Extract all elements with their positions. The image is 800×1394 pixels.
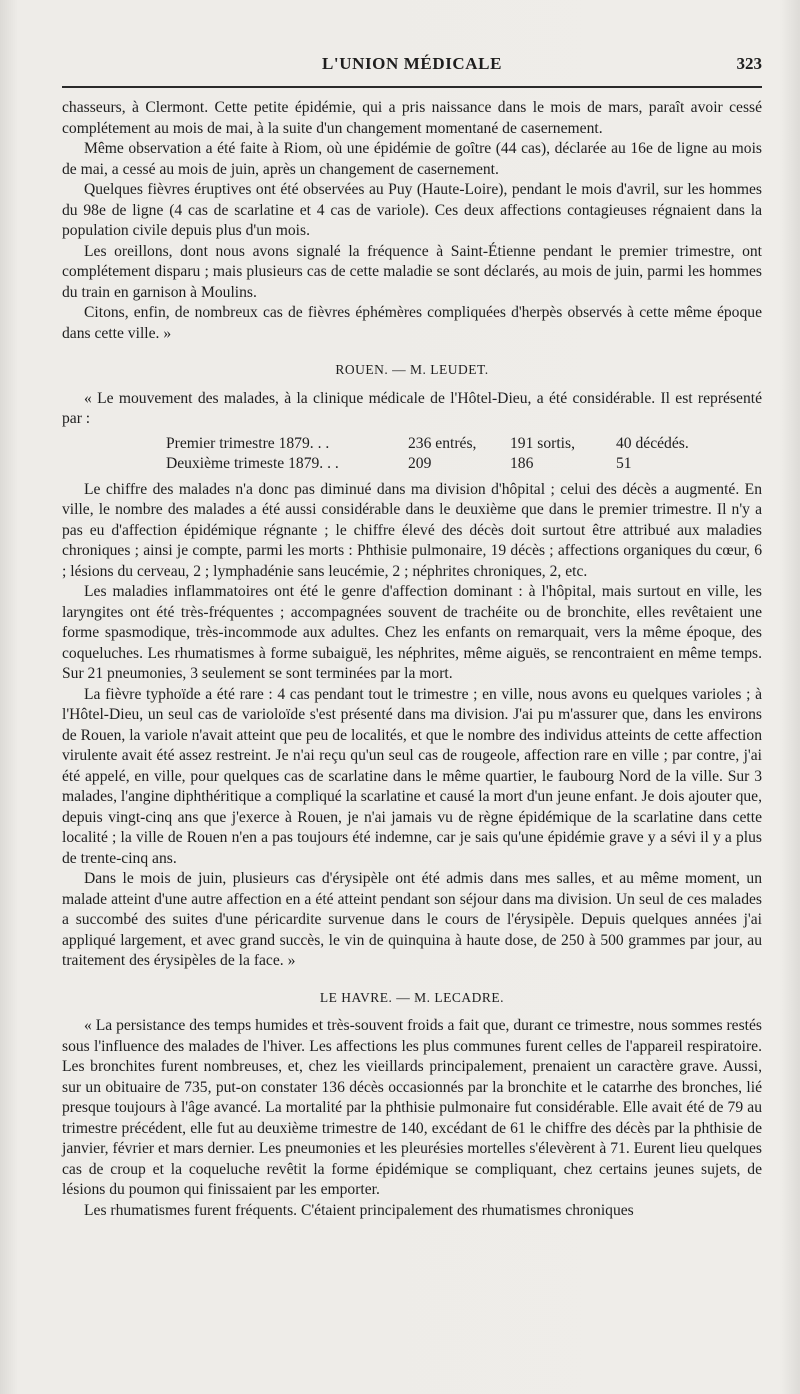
table-row <box>166 454 689 474</box>
page-number: 323 <box>736 54 762 73</box>
paragraph: Même observation a été faite à Riom, où une épidémie de goître (44 cas), déclarée au 16e de ligne au mois de mai, a cessé au mois de juin, après un changement de casernement. <box>62 140 762 178</box>
stats-entries: 236 entrés, <box>408 434 477 452</box>
paragraph: Les maladies inflammatoires ont été le genre d'affection dominant : à l'hôpital, mais surtout en ville, les laryngites ont été très-fréquentes ; accompagnées souvent de trachéite ou de bronchite, elles revêtaient une forme spasmodique, très-incommode aux adultes. Chez les enfants on remarquait, vers la même époque, des coqueluches. Les rhumatismes à forme subaiguë, les néphrites, même aiguës, se rencontraient en même temps. Sur 21 pneumonies, 3 seulement se sont terminées par la mort. <box>62 583 762 682</box>
journal-title: L'UNION MÉDICALE <box>321 54 503 73</box>
paragraph: « La persistance des temps humides et très-souvent froids a fait que, durant ce trimestre, nous sommes restés sous l'influence des malades de l'hiver. Les affections les plus communes furent celles de l'appareil respiratoire. Les bronchites furent nombreuses, et, chez les vieillards principalement, prenaient un caractère grave. Aussi, sur un obituaire de 735, put-on constater 136 décès occasionnés par la bronchite et le catarrhe des bronches, lié presque toujours à l'âge avancé. La mortalité par la phthisie pulmonaire fut considérable. Elle avait été de 79 au trimestre précédent, elle fut au deuxième trimestre de 140, excédant de 61 le chiffre des décès par la phthisie de janvier, février et mars dernier. Les pneumonies et les pleurésies mortelles s'élevèrent à 71. Eurent lieu quelques cas de croup et la coqueluche revêtit la forme épidémique se compliquant, chez certains jeunes sujets, de lésions du poumon qui finissaient par les emporter. <box>62 1017 762 1198</box>
section-heading-rouen: ROUEN. — M. LEUDET. <box>335 362 489 377</box>
paragraph: Les oreillons, dont nous avons signalé la fréquence à Saint-Étienne pendant le premier trimestre, ont complétement disparu ; mais plusieurs cas de cette maladie se sont déclarés, au mois de juin, parmi les hommes du train en garnison à Moulins. <box>62 242 762 301</box>
paragraph: Le chiffre des malades n'a donc pas diminué dans ma division d'hôpital ; celui des décès a augmenté. En ville, le nombre des malades a été aussi considérable dans le deuxième que dans le premier trimestre. Il n'y a pas eu d'affection épidémique régnante ; le chiffre élevé des décès doit surtout être attribué aux maladies chroniques ; ainsi je compte, parmi les morts : Phthisie pulmonaire, 19 décès ; affections organiques du cœur, 6 ; lésions du cerveau, 2 ; lymphadénie sans leucémie, 2 ; néphrites chroniques, 2, etc. <box>62 480 762 580</box>
article-body <box>62 98 762 1221</box>
stats-deaths: 51 <box>616 454 632 472</box>
stats-period: Deuxième trimeste 1879. . . <box>166 454 339 472</box>
paragraph: Quelques fièvres éruptives ont été observées au Puy (Haute-Loire), pendant le mois d'avril, sur les hommes du 98e de ligne (4 cas de scarlatine et 4 cas de variole). Ces deux affections contagieuses régnaient dans la population civile depuis plus d'un mois. <box>62 181 762 239</box>
stats-exits: 191 sortis, <box>510 434 575 452</box>
paragraph: La fièvre typhoïde a été rare : 4 cas pendant tout le trimestre ; en ville, nous avons eu quelques varioles ; à l'Hôtel-Dieu, un seul cas de varioloïde s'est présenté dans ma division. J'ai pu m'assurer que, dans les environs de Rouen, la variole n'avait atteint que peu de localités, et que le nombre des individus atteints de cette affection virulente avait été assez restreint. Je n'ai reçu qu'un seul cas de rougeole, affection rare en ville ; par contre, j'ai été appelé, en ville, pour quelques cas de scarlatine dans le même quartier, le faubourg Nord de la ville. Sur 3 malades, l'angine diphthéritique a compliqué la scarlatine et causé la mort d'un jeune enfant. Je dois ajouter que, depuis vingt-cinq ans que j'exerce à Rouen, je n'ai jamais vu de règne épidémique de la scarlatine dans cette localité ; la ville de Rouen n'en a pas toujours été indemne, car je sais qu'une épidémie grave y a sévi il y a plus de trente-cinq ans. <box>62 685 762 867</box>
paragraph: chasseurs, à Clermont. Cette petite épidémie, qui a pris naissance dans le mois de mars, paraît avoir cessé complétement au mois de mai, à la suite d'un changement momentané de casernement. <box>62 99 762 137</box>
paragraph: Dans le mois de juin, plusieurs cas d'érysipèle ont été admis dans mes salles, et au même moment, un malade atteint d'une autre affection en a été atteint pendant son séjour dans ma division. Un seul de ces malades a succombé des suites d'une péricardite survenue dans le cours de l'érysipèle. Depuis quelques années j'ai appliqué largement, et avec grand succès, le vin de quinquina à haute dose, de 250 à 500 grammes par jour, au traitement des érysipèles de la face. » <box>62 870 762 969</box>
stats-entries: 209 <box>408 454 432 472</box>
running-head <box>62 54 762 80</box>
section-heading-le-havre: LE HAVRE. — M. LECADRE. <box>319 989 505 1005</box>
paragraph: Citons, enfin, de nombreux cas de fièvres éphémères compliquées d'herpès observés à cette même époque dans cette ville. » <box>62 304 762 342</box>
stats-period: Premier trimestre 1879. . . <box>166 434 330 452</box>
stats-deaths: 40 décédés. <box>616 434 689 452</box>
patient-stats-table <box>166 434 689 474</box>
table-row <box>166 434 689 454</box>
header-rule <box>62 86 762 88</box>
stats-exits: 186 <box>510 454 534 472</box>
paragraph: « Le mouvement des malades, à la clinique médicale de l'Hôtel-Dieu, a été considérable. Il est représenté par : <box>62 389 762 427</box>
paragraph: Les rhumatismes furent fréquents. C'étaient principalement des rhumatismes chroniques <box>84 1201 634 1219</box>
